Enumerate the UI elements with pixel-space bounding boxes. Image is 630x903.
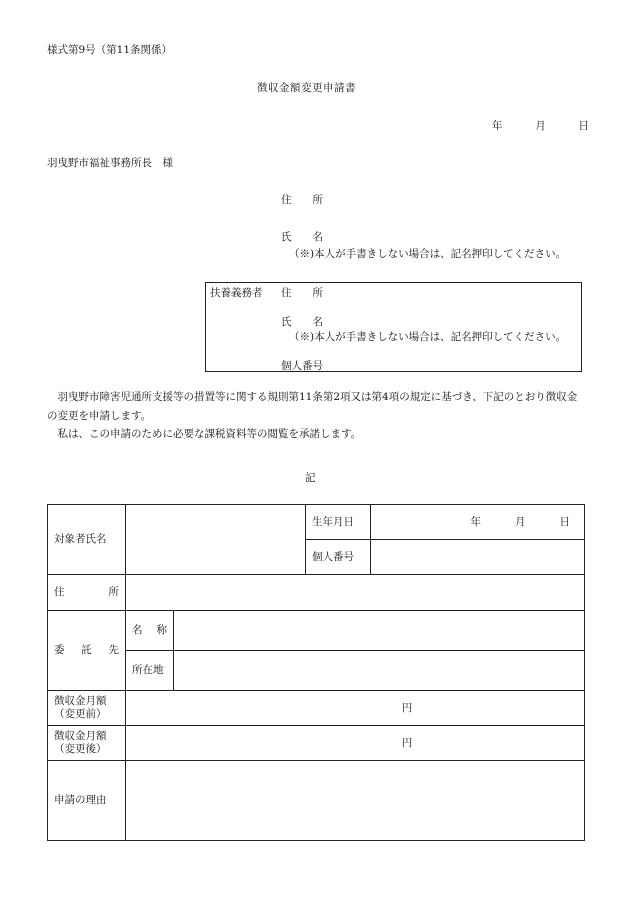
name-char-1: 氏: [281, 316, 292, 328]
entrust-char-1: 委: [54, 644, 65, 657]
form-number: 様式第9号（第11条関係）: [47, 44, 173, 56]
address-char-1: 住: [281, 287, 292, 299]
guardian-name-label: [281, 316, 323, 329]
id-number-field[interactable]: [371, 540, 585, 575]
page-title: 徴収金額変更申請書: [257, 82, 356, 94]
date-month: 月: [535, 120, 546, 132]
name-char-1: 名: [132, 624, 143, 637]
entrust-name-field[interactable]: [174, 611, 585, 651]
body-text: [47, 388, 582, 444]
entrust-location-field[interactable]: [174, 651, 585, 691]
birth-year: 年: [470, 515, 481, 528]
name-char-2: 名: [312, 231, 323, 243]
applicant-name-label: [281, 231, 323, 244]
entrust-name-label: [126, 611, 174, 651]
guardian-note: （※)本人が手書きしない場合は、記名押印してください。: [289, 331, 567, 343]
application-table: [47, 504, 585, 841]
addressee: 羽曳野市福祉事務所長 様: [47, 157, 173, 169]
entrust-char-2: 託: [81, 644, 92, 657]
birth-day: 日: [559, 515, 570, 528]
monthly-before-field[interactable]: [126, 691, 585, 726]
body-paragraph-1: 羽曳野市障害児通所支援等の措置等に関する規則第11条第2項又は第4項の規定に基づき、下記のとおり徴収金の変更を申請します。: [47, 391, 578, 422]
address-field[interactable]: [126, 575, 585, 611]
applicant-note: （※)本人が手書きしない場合は、記名押印してください。: [289, 248, 567, 260]
monthly-after-line-1: 徴収金月額: [54, 730, 107, 743]
guardian-address-label: [281, 287, 323, 300]
address-char-1: 住: [281, 194, 292, 206]
guardian-title: 扶養義務者: [210, 287, 263, 299]
guardian-box: [205, 282, 582, 372]
address-char-1: 住: [54, 586, 65, 599]
birth-month: 月: [515, 515, 526, 528]
body-paragraph-2: 私は、この申請のために必要な課税資料等の閲覧を承諾します。: [57, 428, 362, 440]
monthly-after-field[interactable]: [126, 726, 585, 761]
date-year: 年: [492, 120, 503, 132]
name-char-2: 称: [156, 624, 167, 637]
address-label: [48, 575, 126, 611]
subject-name-field[interactable]: [126, 505, 306, 575]
subject-name-label: 対象者氏名: [48, 505, 126, 575]
monthly-after-line-2: （変更後）: [54, 743, 107, 755]
yen-unit: 円: [401, 736, 413, 749]
reason-label: 申請の理由: [48, 761, 126, 841]
entrust-location-label: 所在地: [126, 651, 174, 691]
date-line: [492, 120, 589, 133]
entrust-label: [48, 611, 126, 691]
monthly-before-line-1: 徴収金月額: [54, 695, 107, 708]
monthly-before-label: [48, 691, 126, 726]
name-char-2: 名: [312, 316, 323, 328]
yen-unit: 円: [401, 701, 413, 714]
guardian-id-label: 個人番号: [281, 360, 323, 372]
monthly-after-label: [48, 726, 126, 761]
birthdate-label: 生年月日: [306, 505, 371, 540]
entrust-char-3: 先: [108, 644, 119, 657]
name-char-1: 氏: [281, 231, 292, 243]
reason-field[interactable]: [126, 761, 585, 841]
date-day: 日: [578, 120, 589, 132]
address-char-2: 所: [312, 194, 323, 206]
monthly-before-line-2: （変更前）: [54, 708, 107, 720]
id-number-label: 個人番号: [306, 540, 371, 575]
applicant-address-label: [281, 194, 323, 207]
address-char-2: 所: [312, 287, 323, 299]
address-char-2: 所: [108, 586, 119, 599]
ki-heading: 記: [305, 472, 316, 484]
birthdate-field[interactable]: [371, 505, 585, 540]
